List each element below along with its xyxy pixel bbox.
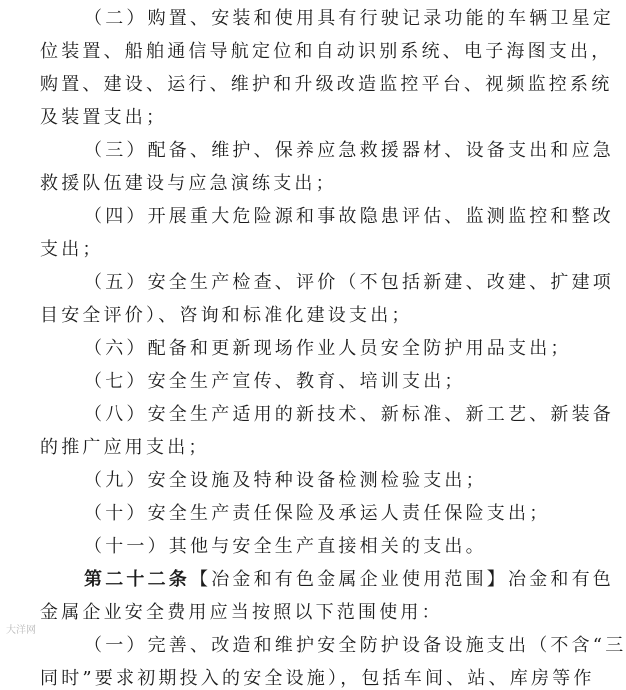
item-11: （十一）其他与安全生产直接相关的支出。 [84,536,487,557]
item-9: （九）安全设施及特种设备检测检验支出； [84,470,487,491]
article-22-title: 第二十二条 [84,569,190,590]
article-22-line-1-rest: 冶金和有色 [508,569,614,590]
item-5-line-2: 目安全评价）、咨询和标准化建设支出； [40,305,413,326]
article-22-line-1 [84,569,614,591]
article-22-line-2: 金属企业安全费用应当按照以下范围使用： [40,602,443,623]
item-3-line-2: 救援队伍建设与应急演练支出； [40,173,337,194]
item-6: （六）配备和更新现场作业人员安全防护用品支出； [84,338,572,359]
watermark-logo [6,621,36,636]
item-5-line-1: （五）安全生产检查、评价（不包括新建、改建、扩建项 [84,272,614,293]
item-8-line-1: （八）安全生产适用的新技术、新标准、新工艺、新装备 [84,404,614,425]
item-2-line-2: 位装置、船舶通信导航定位和自动识别系统、电子海图支出， [40,41,613,62]
item-10: （十）安全生产责任保险及承运人责任保险支出； [84,503,551,524]
item-2-line-1: （二）购置、安装和使用具有行驶记录功能的车辆卫星定 [84,8,614,29]
item-2-line-4: 及装置支出； [40,107,168,128]
watermark-text: 大洋网 [6,625,36,636]
item-3-line-1: （三）配备、维护、保养应急救援器材、设备支出和应急 [84,140,614,161]
item-4-line-1: （四）开展重大危险源和事故隐患评估、监测监控和整改 [84,206,614,227]
item-2-line-3: 购置、建设、运行、维护和升级改造监控平台、视频监控系统 [40,74,613,95]
item-4-line-2: 支出； [40,239,104,260]
article-22-heading: 【冶金和有色金属企业使用范围】 [190,569,508,590]
next-item-1-line-1: （一）完善、改造和维护安全防护设备设施支出（不含“三 [84,635,626,656]
next-item-1-line-2: 同时”要求初期投入的安全设施），包括车间、站、库房等作 [40,668,595,689]
item-8-line-2: 的推广应用支出； [40,437,210,458]
item-7: （七）安全生产宣传、教育、培训支出； [84,371,466,392]
